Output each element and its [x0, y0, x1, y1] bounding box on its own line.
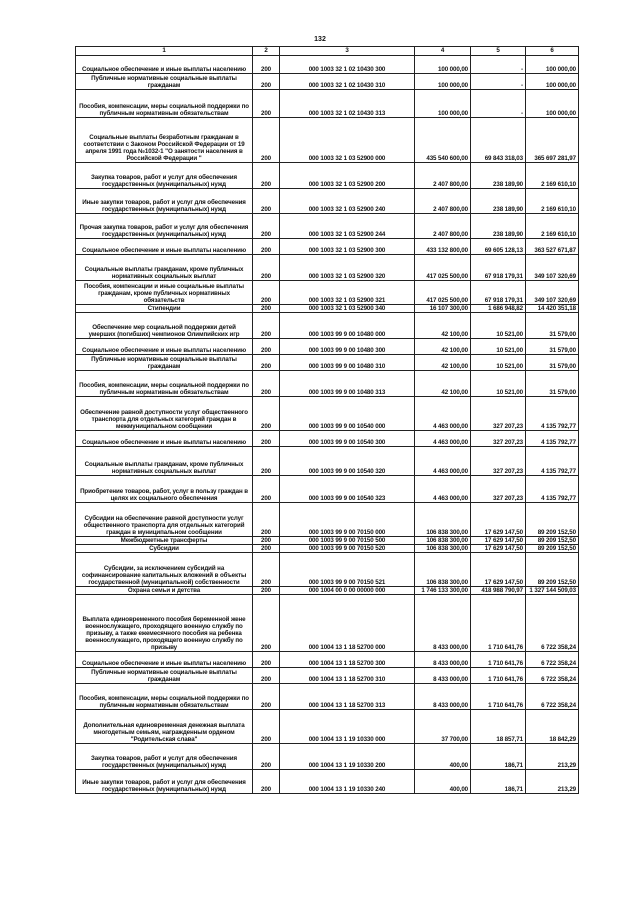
row-approved-amount-cell: 16 107 300,00: [415, 305, 471, 313]
row-executed-amount-cell: 67 918 179,31: [471, 281, 526, 305]
row-line-code-cell: 200: [253, 447, 280, 476]
row-remainder-cell: 31 579,00: [526, 355, 579, 371]
row-remainder-cell: 100 000,00: [526, 90, 579, 118]
row-remainder-cell: 365 697 281,97: [526, 118, 579, 163]
row-remainder-cell: 1 327 144 509,03: [526, 587, 579, 595]
row-executed-amount-cell: 186,71: [471, 744, 526, 770]
row-name-cell: Социальные выплаты гражданам, кроме публичных нормативных социальных выплат: [76, 447, 253, 476]
row-remainder-cell: 31 579,00: [526, 339, 579, 355]
row-remainder-cell: 31 579,00: [526, 371, 579, 397]
row-line-code-cell: 200: [253, 710, 280, 744]
table-row: [76, 355, 579, 371]
row-remainder-cell: 18 842,29: [526, 710, 579, 744]
row-approved-amount-cell: 2 407 800,00: [415, 189, 471, 214]
row-line-code-cell: 200: [253, 553, 280, 587]
row-remainder-cell: 363 527 671,87: [526, 239, 579, 255]
row-name-cell: Закупка товаров, работ и услуг для обеспечения государственных (муниципальных) нужд: [76, 744, 253, 770]
row-remainder-cell: 4 135 792,77: [526, 476, 579, 503]
row-approved-amount-cell: 100 000,00: [415, 74, 471, 90]
row-remainder-cell: 100 000,00: [526, 56, 579, 74]
row-executed-amount-cell: 18 857,71: [471, 710, 526, 744]
table-row: [76, 281, 579, 305]
row-budget-code-cell: 000 1003 32 1 03 52900 300: [280, 239, 415, 255]
row-budget-code-cell: 000 1003 32 1 02 10430 310: [280, 74, 415, 90]
row-line-code-cell: 200: [253, 397, 280, 431]
page-number: 132: [314, 36, 326, 43]
table-row: [76, 431, 579, 447]
row-budget-code-cell: 000 1003 99 9 00 10480 300: [280, 339, 415, 355]
row-budget-code-cell: 000 1004 13 1 19 10330 240: [280, 770, 415, 794]
row-executed-amount-cell: 186,71: [471, 770, 526, 794]
row-remainder-cell: 31 579,00: [526, 313, 579, 339]
row-budget-code-cell: 000 1003 99 9 00 10540 300: [280, 431, 415, 447]
row-budget-code-cell: 000 1004 13 1 19 10330 200: [280, 744, 415, 770]
row-name-cell: Социальные выплаты гражданам, кроме публичных нормативных социальных выплат: [76, 255, 253, 281]
row-name-cell: Социальное обеспечение и иные выплаты населению: [76, 431, 253, 447]
row-approved-amount-cell: 4 463 000,00: [415, 447, 471, 476]
row-budget-code-cell: 000 1003 99 9 00 70150 521: [280, 553, 415, 587]
row-line-code-cell: 200: [253, 587, 280, 595]
row-remainder-cell: 89 209 152,50: [526, 503, 579, 537]
row-executed-amount-cell: 238 189,90: [471, 189, 526, 214]
row-budget-code-cell: 000 1003 32 1 03 52900 000: [280, 118, 415, 163]
row-name-cell: Обеспечение мер социальной поддержки детей умерших (погибших) чемпионов Олимпийских игр: [76, 313, 253, 339]
row-remainder-cell: 6 722 358,24: [526, 684, 579, 710]
row-approved-amount-cell: 435 540 600,00: [415, 118, 471, 163]
table-row: [76, 710, 579, 744]
row-executed-amount-cell: 1 710 641,76: [471, 684, 526, 710]
row-line-code-cell: 200: [253, 339, 280, 355]
row-approved-amount-cell: 8 433 000,00: [415, 668, 471, 684]
table-row: [76, 163, 579, 189]
row-name-cell: Выплата единовременного пособия беременной жене военнослужащего, проходящего военную службу по призыву, а также ежемесячного пособия на ребенка военнослужащего, проходящего военную службу по призыву: [76, 595, 253, 652]
row-name-cell: Обеспечение равной доступности услуг общественного транспорта для отдельных категорий граждан в межмуниципальном сообщении: [76, 397, 253, 431]
row-name-cell: Публичные нормативные социальные выплаты гражданам: [76, 355, 253, 371]
row-executed-amount-cell: 17 629 147,50: [471, 537, 526, 545]
table-row: [76, 684, 579, 710]
row-remainder-cell: 349 107 320,69: [526, 255, 579, 281]
row-approved-amount-cell: 8 433 000,00: [415, 684, 471, 710]
row-budget-code-cell: 000 1004 13 1 18 52700 000: [280, 595, 415, 652]
budget-table: [75, 46, 579, 794]
row-approved-amount-cell: 4 463 000,00: [415, 397, 471, 431]
row-executed-amount-cell: 327 207,23: [471, 476, 526, 503]
row-budget-code-cell: 000 1003 32 1 02 10430 300: [280, 56, 415, 74]
table-row: [76, 587, 579, 595]
row-executed-amount-cell: 10 521,00: [471, 355, 526, 371]
row-name-cell: Иные закупки товаров, работ и услуг для обеспечения государственных (муниципальных) нужд: [76, 189, 253, 214]
row-line-code-cell: 200: [253, 74, 280, 90]
row-remainder-cell: 2 169 610,10: [526, 189, 579, 214]
row-executed-amount-cell: -: [471, 56, 526, 74]
table-row: [76, 255, 579, 281]
table-row: [76, 239, 579, 255]
row-approved-amount-cell: 106 838 300,00: [415, 545, 471, 553]
row-remainder-cell: 349 107 320,69: [526, 281, 579, 305]
table-row: [76, 668, 579, 684]
row-approved-amount-cell: 2 407 800,00: [415, 214, 471, 239]
table-row: [76, 56, 579, 74]
row-name-cell: Субсидии: [76, 545, 253, 553]
row-approved-amount-cell: 400,00: [415, 744, 471, 770]
table-row: [76, 652, 579, 668]
row-budget-code-cell: 000 1003 32 1 03 52900 340: [280, 305, 415, 313]
row-budget-code-cell: 000 1003 99 9 00 10480 310: [280, 355, 415, 371]
row-budget-code-cell: 000 1003 32 1 03 52900 321: [280, 281, 415, 305]
row-budget-code-cell: 000 1003 99 9 00 10480 000: [280, 313, 415, 339]
row-approved-amount-cell: 417 025 500,00: [415, 281, 471, 305]
row-line-code-cell: 200: [253, 476, 280, 503]
row-approved-amount-cell: 4 463 000,00: [415, 431, 471, 447]
column-header: 3: [280, 47, 415, 56]
column-header: 6: [526, 47, 579, 56]
row-executed-amount-cell: 10 521,00: [471, 371, 526, 397]
row-approved-amount-cell: 106 838 300,00: [415, 537, 471, 545]
table-row: [76, 214, 579, 239]
row-approved-amount-cell: 37 700,00: [415, 710, 471, 744]
column-header: 1: [76, 47, 253, 56]
row-budget-code-cell: 000 1003 99 9 00 70150 000: [280, 503, 415, 537]
row-name-cell: Социальные выплаты безработным гражданам в соответствии с Законом Российской Федерации от 19 апреля 1991 года №1032-1 "О занятости населения в Российской Федерации ": [76, 118, 253, 163]
row-name-cell: Социальное обеспечение и иные выплаты населению: [76, 652, 253, 668]
table-row: [76, 397, 579, 431]
row-line-code-cell: 200: [253, 503, 280, 537]
row-line-code-cell: 200: [253, 684, 280, 710]
row-name-cell: Субсидии, за исключением субсидий на софинансирование капитальных вложений в объекты государственной (муниципальной) собственности: [76, 553, 253, 587]
table-row: [76, 545, 579, 553]
row-budget-code-cell: 000 1004 13 1 18 52700 300: [280, 652, 415, 668]
row-executed-amount-cell: 17 629 147,50: [471, 545, 526, 553]
row-remainder-cell: 6 722 358,24: [526, 668, 579, 684]
table-row: [76, 770, 579, 794]
row-name-cell: Публичные нормативные социальные выплаты гражданам: [76, 74, 253, 90]
row-remainder-cell: 6 722 358,24: [526, 595, 579, 652]
row-line-code-cell: 200: [253, 595, 280, 652]
row-executed-amount-cell: 327 207,23: [471, 397, 526, 431]
row-name-cell: Пособия, компенсации и иные социальные выплаты гражданам, кроме публичных нормативных обязательств: [76, 281, 253, 305]
row-budget-code-cell: 000 1003 32 1 03 52900 244: [280, 214, 415, 239]
row-approved-amount-cell: 42 100,00: [415, 339, 471, 355]
table-row: [76, 339, 579, 355]
row-name-cell: Социальное обеспечение и иные выплаты населению: [76, 56, 253, 74]
row-budget-code-cell: 000 1003 32 1 03 52900 200: [280, 163, 415, 189]
table-row: [76, 553, 579, 587]
row-executed-amount-cell: 69 843 318,03: [471, 118, 526, 163]
row-approved-amount-cell: 8 433 000,00: [415, 595, 471, 652]
row-executed-amount-cell: 69 605 128,13: [471, 239, 526, 255]
row-line-code-cell: 200: [253, 652, 280, 668]
row-executed-amount-cell: 1 686 948,82: [471, 305, 526, 313]
row-line-code-cell: 200: [253, 668, 280, 684]
row-remainder-cell: 89 209 152,50: [526, 545, 579, 553]
table-row: [76, 118, 579, 163]
row-approved-amount-cell: 100 000,00: [415, 90, 471, 118]
row-budget-code-cell: 000 1003 99 9 00 10540 000: [280, 397, 415, 431]
row-remainder-cell: 2 169 610,10: [526, 214, 579, 239]
row-name-cell: Социальное обеспечение и иные выплаты населению: [76, 339, 253, 355]
row-line-code-cell: 200: [253, 214, 280, 239]
row-budget-code-cell: 000 1003 32 1 02 10430 313: [280, 90, 415, 118]
row-budget-code-cell: 000 1003 32 1 03 52900 240: [280, 189, 415, 214]
row-line-code-cell: 200: [253, 163, 280, 189]
row-line-code-cell: 200: [253, 537, 280, 545]
row-budget-code-cell: 000 1004 13 1 19 10330 000: [280, 710, 415, 744]
row-executed-amount-cell: 10 521,00: [471, 313, 526, 339]
row-approved-amount-cell: 417 025 500,00: [415, 255, 471, 281]
row-executed-amount-cell: 10 521,00: [471, 339, 526, 355]
row-line-code-cell: 200: [253, 770, 280, 794]
row-name-cell: Приобретение товаров, работ, услуг в пользу граждан в целях их социального обеспечения: [76, 476, 253, 503]
row-line-code-cell: 200: [253, 239, 280, 255]
row-name-cell: Охрана семьи и детства: [76, 587, 253, 595]
column-header: 4: [415, 47, 471, 56]
table-row: [76, 313, 579, 339]
row-line-code-cell: 200: [253, 431, 280, 447]
column-header: 5: [471, 47, 526, 56]
row-executed-amount-cell: 67 918 179,31: [471, 255, 526, 281]
row-approved-amount-cell: 4 463 000,00: [415, 476, 471, 503]
column-header: 2: [253, 47, 280, 56]
row-budget-code-cell: 000 1003 99 9 00 70150 500: [280, 537, 415, 545]
row-executed-amount-cell: 17 629 147,50: [471, 503, 526, 537]
row-approved-amount-cell: 42 100,00: [415, 355, 471, 371]
row-name-cell: Пособия, компенсации, меры социальной поддержки по публичным нормативным обязательствам: [76, 371, 253, 397]
row-remainder-cell: 2 169 610,10: [526, 163, 579, 189]
table-row: [76, 305, 579, 313]
row-name-cell: Дополнительная единовременная денежная выплата многодетным семьям, награжденным орденом "Родительская слава": [76, 710, 253, 744]
table-row: [76, 476, 579, 503]
row-approved-amount-cell: 433 132 800,00: [415, 239, 471, 255]
table-row: [76, 90, 579, 118]
row-budget-code-cell: 000 1004 13 1 18 52700 313: [280, 684, 415, 710]
row-remainder-cell: 89 209 152,50: [526, 537, 579, 545]
row-remainder-cell: 4 135 792,77: [526, 397, 579, 431]
row-line-code-cell: 200: [253, 545, 280, 553]
row-executed-amount-cell: 17 629 147,50: [471, 553, 526, 587]
row-remainder-cell: 213,29: [526, 744, 579, 770]
table-row: [76, 371, 579, 397]
row-executed-amount-cell: -: [471, 74, 526, 90]
table-row: [76, 744, 579, 770]
row-executed-amount-cell: 1 710 641,76: [471, 668, 526, 684]
row-approved-amount-cell: 106 838 300,00: [415, 503, 471, 537]
table-row: [76, 447, 579, 476]
row-line-code-cell: 200: [253, 744, 280, 770]
row-approved-amount-cell: 42 100,00: [415, 313, 471, 339]
row-remainder-cell: 4 135 792,77: [526, 447, 579, 476]
row-name-cell: Социальное обеспечение и иные выплаты населению: [76, 239, 253, 255]
row-line-code-cell: 200: [253, 189, 280, 214]
row-executed-amount-cell: 327 207,23: [471, 431, 526, 447]
row-line-code-cell: 200: [253, 371, 280, 397]
row-budget-code-cell: 000 1003 32 1 03 52900 320: [280, 255, 415, 281]
row-budget-code-cell: 000 1003 99 9 00 10540 320: [280, 447, 415, 476]
row-executed-amount-cell: -: [471, 90, 526, 118]
row-line-code-cell: 200: [253, 56, 280, 74]
row-name-cell: Стипендии: [76, 305, 253, 313]
row-executed-amount-cell: 1 710 641,76: [471, 595, 526, 652]
row-budget-code-cell: 000 1004 00 0 00 00000 000: [280, 587, 415, 595]
row-budget-code-cell: 000 1003 99 9 00 10540 323: [280, 476, 415, 503]
row-name-cell: Пособия, компенсации, меры социальной поддержки по публичным нормативным обязательствам: [76, 684, 253, 710]
row-name-cell: Закупка товаров, работ и услуг для обеспечения государственных (муниципальных) нужд: [76, 163, 253, 189]
row-line-code-cell: 200: [253, 255, 280, 281]
row-executed-amount-cell: 238 189,90: [471, 214, 526, 239]
table-row: [76, 503, 579, 537]
row-budget-code-cell: 000 1004 13 1 18 52700 310: [280, 668, 415, 684]
row-approved-amount-cell: 2 407 800,00: [415, 163, 471, 189]
column-number-row: [76, 47, 579, 56]
row-name-cell: Прочая закупка товаров, работ и услуг для обеспечения государственных (муниципальных) нужд: [76, 214, 253, 239]
row-executed-amount-cell: 238 189,90: [471, 163, 526, 189]
row-line-code-cell: 200: [253, 355, 280, 371]
table-row: [76, 595, 579, 652]
row-executed-amount-cell: 418 988 790,97: [471, 587, 526, 595]
row-name-cell: Иные закупки товаров, работ и услуг для обеспечения государственных (муниципальных) нужд: [76, 770, 253, 794]
row-budget-code-cell: 000 1003 99 9 00 10480 313: [280, 371, 415, 397]
table-row: [76, 74, 579, 90]
row-approved-amount-cell: 1 746 133 300,00: [415, 587, 471, 595]
row-approved-amount-cell: 106 838 300,00: [415, 553, 471, 587]
row-remainder-cell: 6 722 358,24: [526, 652, 579, 668]
row-executed-amount-cell: 327 207,23: [471, 447, 526, 476]
row-approved-amount-cell: 8 433 000,00: [415, 652, 471, 668]
row-approved-amount-cell: 100 000,00: [415, 56, 471, 74]
row-executed-amount-cell: 1 710 641,76: [471, 652, 526, 668]
table-row: [76, 189, 579, 214]
row-name-cell: Публичные нормативные социальные выплаты гражданам: [76, 668, 253, 684]
table-row: [76, 537, 579, 545]
row-line-code-cell: 200: [253, 90, 280, 118]
row-line-code-cell: 200: [253, 281, 280, 305]
row-line-code-cell: 200: [253, 313, 280, 339]
row-remainder-cell: 100 000,00: [526, 74, 579, 90]
row-name-cell: Пособия, компенсации, меры социальной поддержки по публичным нормативным обязательствам: [76, 90, 253, 118]
row-line-code-cell: 200: [253, 305, 280, 313]
row-name-cell: Субсидии на обеспечение равной доступности услуг общественного транспорта для отдельных категорий граждан в муниципальном сообщении: [76, 503, 253, 537]
row-approved-amount-cell: 42 100,00: [415, 371, 471, 397]
row-approved-amount-cell: 400,00: [415, 770, 471, 794]
row-name-cell: Межбюджетные трансферты: [76, 537, 253, 545]
row-budget-code-cell: 000 1003 99 9 00 70150 520: [280, 545, 415, 553]
row-remainder-cell: 213,29: [526, 770, 579, 794]
row-remainder-cell: 14 420 351,18: [526, 305, 579, 313]
row-remainder-cell: 4 135 792,77: [526, 431, 579, 447]
row-remainder-cell: 89 209 152,50: [526, 553, 579, 587]
row-line-code-cell: 200: [253, 118, 280, 163]
